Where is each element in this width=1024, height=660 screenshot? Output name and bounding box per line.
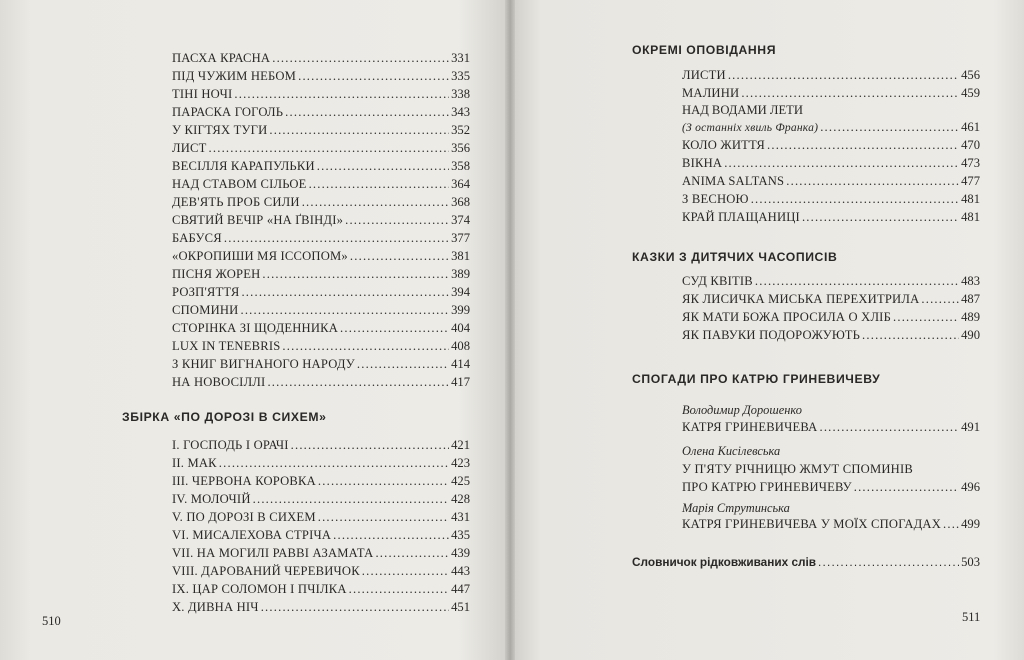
toc-list-okremi-cont (682, 136, 980, 226)
toc-entry-title: VI. МИСАЛЕХОВА СТРІЧА (172, 528, 332, 542)
toc-entry-page: 439 (451, 546, 470, 560)
memoir-author: Марія Струтинська (682, 501, 790, 515)
toc-entry-page: 443 (451, 564, 470, 578)
dot-leader (921, 290, 959, 308)
toc-entry-title: КАТРЯ ГРИНЕВИЧЕВА (682, 420, 818, 434)
dot-leader (802, 208, 959, 226)
toc-entry-title: III. ЧЕРВОНА КОРОВКА (172, 474, 316, 488)
toc-entry-page: 431 (451, 510, 470, 524)
dot-leader (724, 154, 959, 172)
toc-entry[interactable] (682, 102, 980, 136)
toc-list-okremi (682, 66, 980, 136)
toc-entry-page: 496 (961, 480, 980, 494)
toc-entry-title: ЯК ЛИСИЧКА МИСЬКА ПЕРЕХИТРИЛА (682, 292, 920, 306)
toc-list-stories (172, 49, 470, 391)
toc-entry[interactable] (682, 290, 980, 308)
dot-leader (728, 66, 959, 84)
toc-entry[interactable] (172, 175, 470, 193)
toc-entry-title: X. ДИВНА НІЧ (172, 600, 259, 614)
toc-entry-title: ANIMA SALTANS (682, 174, 785, 188)
toc-entry-title: VIII. ДАРОВАНИЙ ЧЕРЕВИЧОК (172, 564, 360, 578)
dot-leader (224, 229, 449, 247)
toc-entry[interactable] (682, 136, 980, 154)
toc-entry[interactable] (682, 326, 980, 344)
toc-entry-title: ПІД ЧУЖИМ НЕБОМ (172, 69, 297, 83)
toc-entry[interactable] (172, 337, 470, 355)
dot-leader (818, 553, 959, 571)
toc-entry-title: IV. МОЛОЧІЙ (172, 492, 251, 506)
dot-leader (767, 136, 959, 154)
toc-entry-page: 404 (451, 321, 470, 335)
toc-entry-title: СТОРІНКА ЗІ ЩОДЕННИКА (172, 321, 339, 335)
dot-leader (755, 272, 959, 290)
toc-entry[interactable] (682, 478, 980, 496)
dot-leader (741, 84, 959, 102)
section-title-okremi: ОКРЕМІ ОПОВІДАННЯ (632, 43, 777, 57)
toc-list-memoir-2 (682, 460, 980, 496)
dot-leader (318, 472, 449, 490)
toc-entry[interactable] (172, 598, 470, 616)
toc-entry-title: НАД ВОДАМИ ЛЕТИ (682, 103, 803, 117)
toc-entry[interactable] (172, 508, 470, 526)
toc-entry-page: 417 (451, 375, 470, 389)
toc-entry[interactable] (682, 418, 980, 436)
left-page (0, 0, 510, 660)
toc-entry-page: 481 (961, 210, 980, 224)
toc-entry[interactable] (682, 515, 980, 533)
toc-entry[interactable] (172, 283, 470, 301)
dot-leader (345, 211, 449, 229)
toc-entry-title: IX. ЦАР СОЛОМОН І ПЧІЛКА (172, 582, 347, 596)
toc-entry-page: 394 (451, 285, 470, 299)
dot-leader (819, 418, 959, 436)
toc-list-memoir-3 (682, 515, 980, 533)
toc-entry-page: 343 (451, 105, 470, 119)
toc-entry-page: 470 (961, 138, 980, 152)
page-number-right: 511 (962, 610, 981, 624)
toc-entry[interactable] (172, 103, 470, 121)
toc-entry-page: 399 (451, 303, 470, 317)
toc-entry-page: 473 (961, 156, 980, 170)
toc-entry[interactable] (172, 301, 470, 319)
toc-entry[interactable] (682, 272, 980, 290)
dot-leader (309, 175, 450, 193)
toc-entry-page: 358 (451, 159, 470, 173)
toc-entry-page: 499 (961, 517, 980, 531)
toc-entry-page: 456 (961, 68, 980, 82)
toc-entry-page: 356 (451, 141, 470, 155)
toc-entry[interactable] (682, 308, 980, 326)
toc-entry-title: I. ГОСПОДЬ І ОРАЧІ (172, 438, 289, 452)
toc-entry[interactable] (682, 154, 980, 172)
toc-entry[interactable] (172, 319, 470, 337)
toc-entry[interactable] (682, 172, 980, 190)
toc-entry[interactable] (172, 229, 470, 247)
dot-leader (786, 172, 959, 190)
toc-entry[interactable] (172, 580, 470, 598)
toc-entry-page: 483 (961, 274, 980, 288)
toc-entry-page: 487 (961, 292, 980, 306)
toc-entry-page: 338 (451, 87, 470, 101)
page-number-left: 510 (42, 614, 61, 628)
toc-entry[interactable] (172, 526, 470, 544)
toc-entry-title: ЛИСТИ (682, 68, 726, 82)
toc-entry-page: 421 (451, 438, 470, 452)
toc-entry-page: 477 (961, 174, 980, 188)
toc-entry-page: 428 (451, 492, 470, 506)
dot-leader (317, 157, 449, 175)
dot-leader (269, 121, 449, 139)
dot-leader (267, 373, 449, 391)
toc-list-po-dorozi (172, 436, 470, 616)
toc-entry-title: ПАРАСКА ГОГОЛЬ (172, 105, 284, 119)
toc-entry-page: 451 (451, 600, 470, 614)
toc-entry-page: 374 (451, 213, 470, 227)
dot-leader (298, 67, 449, 85)
toc-entry-title: ПАСХА КРАСНА (172, 51, 271, 65)
toc-entry[interactable] (172, 454, 470, 472)
book-gutter (505, 0, 515, 660)
dot-leader (272, 49, 449, 67)
toc-entry-page: 414 (451, 357, 470, 371)
toc-entry-page: 335 (451, 69, 470, 83)
toc-entry-title: ПРО КАТРЮ ГРИНЕВИЧЕВУ (682, 480, 852, 494)
dot-leader (820, 119, 959, 136)
toc-entry-title: V. ПО ДОРОЗІ В СИХЕМ (172, 510, 316, 524)
toc-entry[interactable] (172, 355, 470, 373)
toc-entry[interactable] (172, 373, 470, 391)
toc-entry-page: 489 (961, 310, 980, 324)
section-title-spohady: СПОГАДИ ПРО КАТРЮ ГРИНЕВИЧЕВУ (632, 372, 881, 386)
toc-entry[interactable] (172, 67, 470, 85)
toc-entry-page: 503 (961, 555, 980, 569)
toc-entry-title: МАЛИНИ (682, 86, 740, 100)
toc-entry-page: 447 (451, 582, 470, 596)
toc-entry-title: З КНИГ ВИГНАНОГО НАРОДУ (172, 357, 355, 371)
dot-leader (234, 85, 449, 103)
toc-entry-title: LUX IN TENEBRIS (172, 339, 281, 353)
memoir-author: Олена Кисілевська (682, 444, 781, 458)
toc-entry-title: У П'ЯТУ РІЧНИЦЮ ЖМУТ СПОМИНІВ (682, 462, 913, 476)
dot-leader (862, 326, 959, 344)
toc-entry[interactable] (682, 84, 980, 102)
toc-entry[interactable] (172, 562, 470, 580)
toc-entry-title: ТІНІ НОЧІ (172, 87, 233, 101)
dot-leader (340, 319, 449, 337)
toc-entry-glossary[interactable] (632, 553, 980, 571)
toc-entry-title: «ОКРОПИШИ МЯ ІССОПОМ» (172, 249, 348, 263)
dot-leader (241, 283, 449, 301)
toc-entry[interactable] (172, 544, 470, 562)
dot-leader (285, 103, 449, 121)
toc-entry[interactable] (172, 490, 470, 508)
toc-entry[interactable] (172, 49, 470, 67)
toc-entry[interactable] (682, 208, 980, 226)
section-title-po-dorozi: ЗБІРКА «ПО ДОРОЗІ В СИХЕМ» (122, 410, 327, 424)
dot-leader (893, 308, 959, 326)
toc-entry[interactable] (172, 472, 470, 490)
toc-entry[interactable] (682, 66, 980, 84)
toc-entry-page: 377 (451, 231, 470, 245)
toc-entry-title: НАД СТАВОМ СІЛЬОЕ (172, 177, 307, 191)
toc-entry-title: II. МАК (172, 456, 217, 470)
dot-leader (854, 478, 959, 496)
dot-leader (240, 301, 449, 319)
toc-entry-page: 490 (961, 328, 980, 342)
toc-entry[interactable] (172, 211, 470, 229)
toc-entry-title: Словничок рідковживаних слів (632, 555, 817, 569)
toc-entry-title: КОЛО ЖИТТЯ (682, 138, 766, 152)
toc-entry[interactable] (682, 190, 980, 208)
toc-entry-page: 389 (451, 267, 470, 281)
dot-leader (253, 490, 449, 508)
memoir-author: Володимир Дорошенко (682, 403, 802, 417)
toc-entry-title: СВЯТИЙ ВЕЧІР «НА ҐВІНДІ» (172, 213, 344, 227)
dot-leader (219, 454, 449, 472)
toc-entry-title: ЯК МАТИ БОЖА ПРОСИЛА О ХЛІБ (682, 310, 892, 324)
toc-entry-title: ВІКНА (682, 156, 723, 170)
toc-entry[interactable] (172, 265, 470, 283)
toc-entry-subtitle: (З останніх хвиль Франка) (682, 121, 819, 134)
toc-entry-title: КАТРЯ ГРИНЕВИЧЕВА У МОЇХ СПОГАДАХ (682, 517, 941, 531)
dot-leader (362, 562, 449, 580)
toc-entry-page: 352 (451, 123, 470, 137)
toc-entry-page: 331 (451, 51, 470, 65)
dot-leader (333, 526, 449, 544)
toc-entry-title: КРАЙ ПЛАЩАНИЦІ (682, 210, 800, 224)
toc-entry-page: 491 (961, 420, 980, 434)
dot-leader (282, 337, 449, 355)
dot-leader (209, 139, 450, 157)
right-page (510, 0, 1024, 660)
toc-entry[interactable] (172, 247, 470, 265)
dot-leader (357, 355, 449, 373)
toc-entry-page: 461 (961, 120, 980, 134)
toc-entry[interactable] (172, 193, 470, 211)
dot-leader (349, 580, 449, 598)
toc-entry-page: 364 (451, 177, 470, 191)
toc-entry-title: ЯК ПАВУКИ ПОДОРОЖУЮТЬ (682, 328, 861, 342)
toc-entry-page: 381 (451, 249, 470, 263)
toc-entry[interactable] (172, 436, 470, 454)
toc-entry-page: 459 (961, 86, 980, 100)
dot-leader (262, 265, 449, 283)
dot-leader (302, 193, 449, 211)
toc-entry-page: 481 (961, 192, 980, 206)
toc-entry[interactable] (172, 85, 470, 103)
toc-entry-title: VII. НА МОГИЛІ РАВВІ АЗАМАТА (172, 546, 374, 560)
toc-entry-title: ЛИСТ (172, 141, 207, 155)
toc-entry-page: 425 (451, 474, 470, 488)
toc-entry-title: НА НОВОСІЛЛІ (172, 375, 266, 389)
toc-entry-title: У КІГТЯХ ТУГИ (172, 123, 268, 137)
toc-entry[interactable] (172, 157, 470, 175)
toc-entry-title: РОЗП'ЯТТЯ (172, 285, 240, 299)
dot-leader (291, 436, 449, 454)
toc-entry-page: 408 (451, 339, 470, 353)
toc-entry-title: БАБУСЯ (172, 231, 222, 245)
dot-leader (350, 247, 449, 265)
toc-entry-title: З ВЕСНОЮ (682, 192, 749, 206)
toc-entry-line[interactable] (682, 460, 980, 478)
toc-entry-title: СУД КВІТІВ (682, 274, 753, 288)
dot-leader (943, 515, 959, 533)
toc-entry-title: ВЕСІЛЛЯ КАРАПУЛЬКИ (172, 159, 315, 173)
toc-list-memoir-1 (682, 418, 980, 436)
dot-leader (375, 544, 449, 562)
toc-entry-title: ПІСНЯ ЖОРЕН (172, 267, 261, 281)
dot-leader (751, 190, 959, 208)
toc-entry-title: СПОМИНИ (172, 303, 239, 317)
toc-list-kazky (682, 272, 980, 344)
toc-entry[interactable] (172, 121, 470, 139)
dot-leader (318, 508, 449, 526)
dot-leader (261, 598, 449, 616)
section-title-kazky: КАЗКИ З ДИТЯЧИХ ЧАСОПИСІВ (632, 250, 838, 264)
toc-entry-title: ДЕВ'ЯТЬ ПРОБ СИЛИ (172, 195, 300, 209)
toc-entry[interactable] (172, 139, 470, 157)
toc-entry-page: 435 (451, 528, 470, 542)
toc-entry-page: 368 (451, 195, 470, 209)
toc-entry-page: 423 (451, 456, 470, 470)
